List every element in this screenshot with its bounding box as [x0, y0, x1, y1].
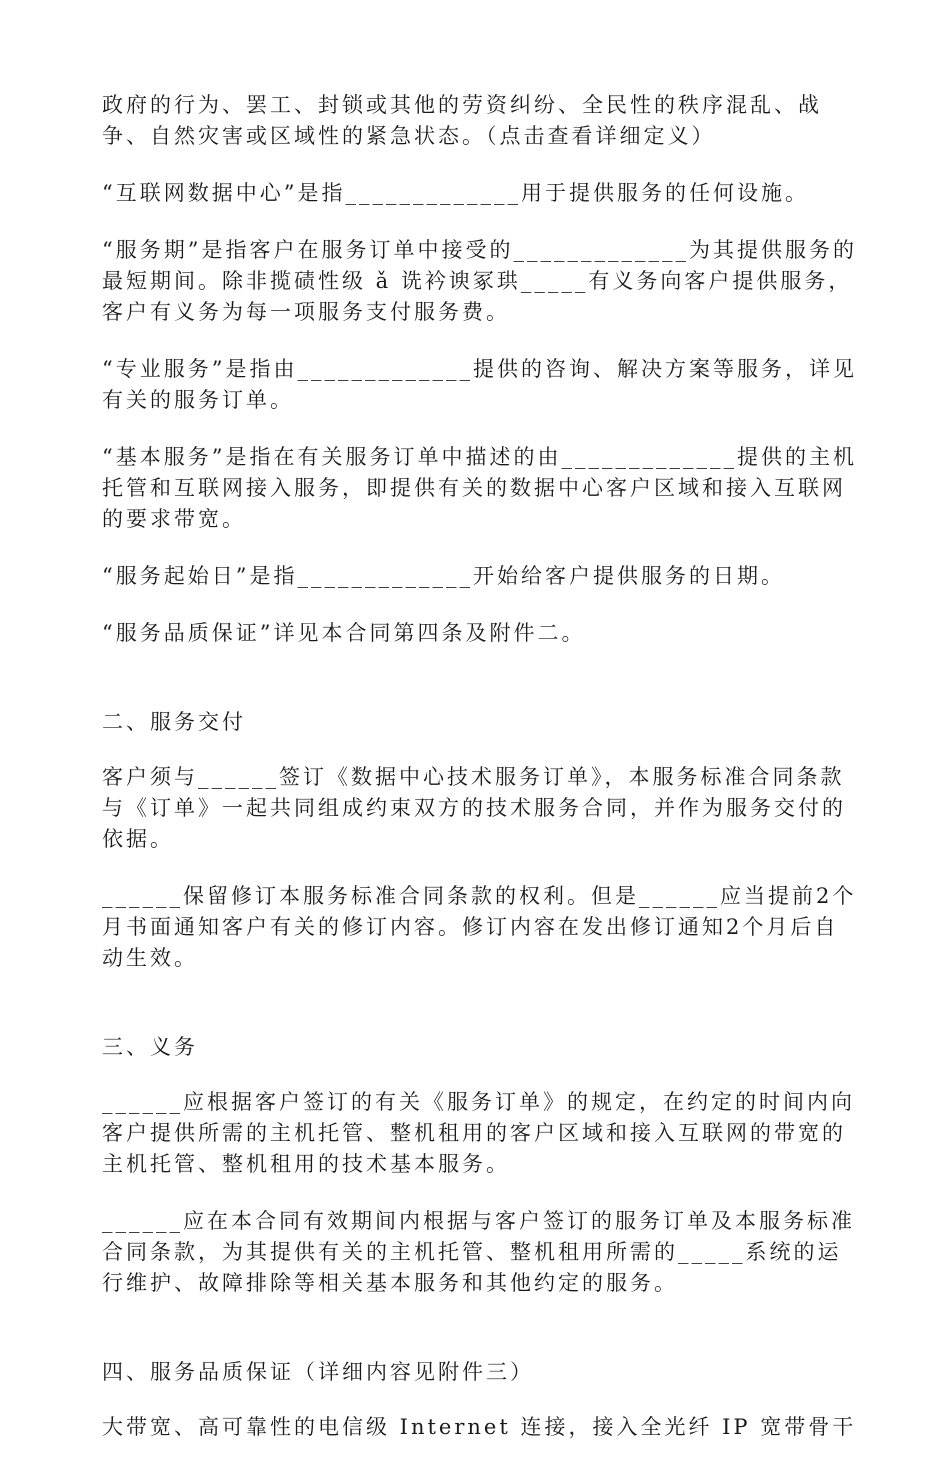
definition-service-period: “服务期”是指客户在服务订单中接受的_____________为其提供服务的最短期间。除非揽碛性级 ǎ 诜衿谀冢珙_____有义务向客户提供服务，客户有义务为每一项服务支付服务费。 — [102, 238, 857, 324]
definition-service-start-date: “服务起始日”是指_____________开始给客户提供服务的日期。 — [102, 564, 785, 588]
definition-basic-service: “基本服务”是指在有关服务订单中描述的由_____________提供的主机托管和互联网接入服务，即提供有关的数据中心客户区域和接入互联网的要求带宽。 — [102, 445, 857, 531]
section-heading-delivery: 二、服务交付 — [102, 710, 246, 734]
definition-quality-guarantee: “服务品质保证”详见本合同第四条及附件二。 — [102, 621, 586, 645]
section-heading-quality: 四、服务品质保证（详细内容见附件三） — [102, 1360, 534, 1384]
definition-force-majeure: 政府的行为、罢工、封锁或其他的劳资纠纷、全民性的秩序混乱、战争、自然灾害或区域性的紧急状态。（点击查看详细定义） — [102, 93, 822, 148]
definition-professional-service: “专业服务”是指由_____________提供的咨询、解决方案等服务，详见有关的服务订单。 — [102, 357, 857, 412]
section-heading-obligations: 三、义务 — [102, 1035, 198, 1059]
obligations-paragraph-2: ______应在本合同有效期间内根据与客户签订的服务订单及本服务标准合同条款，为其提供有关的主机托管、整机租用所需的_____系统的运行维护、故障排除等相关基本服务和其他约定的服务。 — [102, 1209, 855, 1295]
delivery-paragraph-1: 客户须与______签订《数据中心技术服务订单》，本服务标准合同条款与《订单》一起共同组成约束双方的技术服务合同，并作为服务交付的依据。 — [102, 765, 846, 851]
quality-paragraph-1: 大带宽、高可靠性的电信级 Internet 连接，接入全光纤 IP 宽带骨干 — [102, 1415, 857, 1439]
definition-idc: “互联网数据中心”是指_____________用于提供服务的任何设施。 — [102, 181, 809, 205]
document-page — [102, 90, 862, 1469]
delivery-paragraph-2: ______保留修订本服务标准合同条款的权利。但是______应当提前2个月书面通知客户有关的修订内容。修订内容在发出修订通知2个月后自动生效。 — [102, 884, 857, 970]
obligations-paragraph-1: ______应根据客户签订的有关《服务订单》的规定，在约定的时间内向客户提供所需的主机托管、整机租用的客户区域和接入互联网的带宽的主机托管、整机租用的技术基本服务。 — [102, 1090, 855, 1176]
